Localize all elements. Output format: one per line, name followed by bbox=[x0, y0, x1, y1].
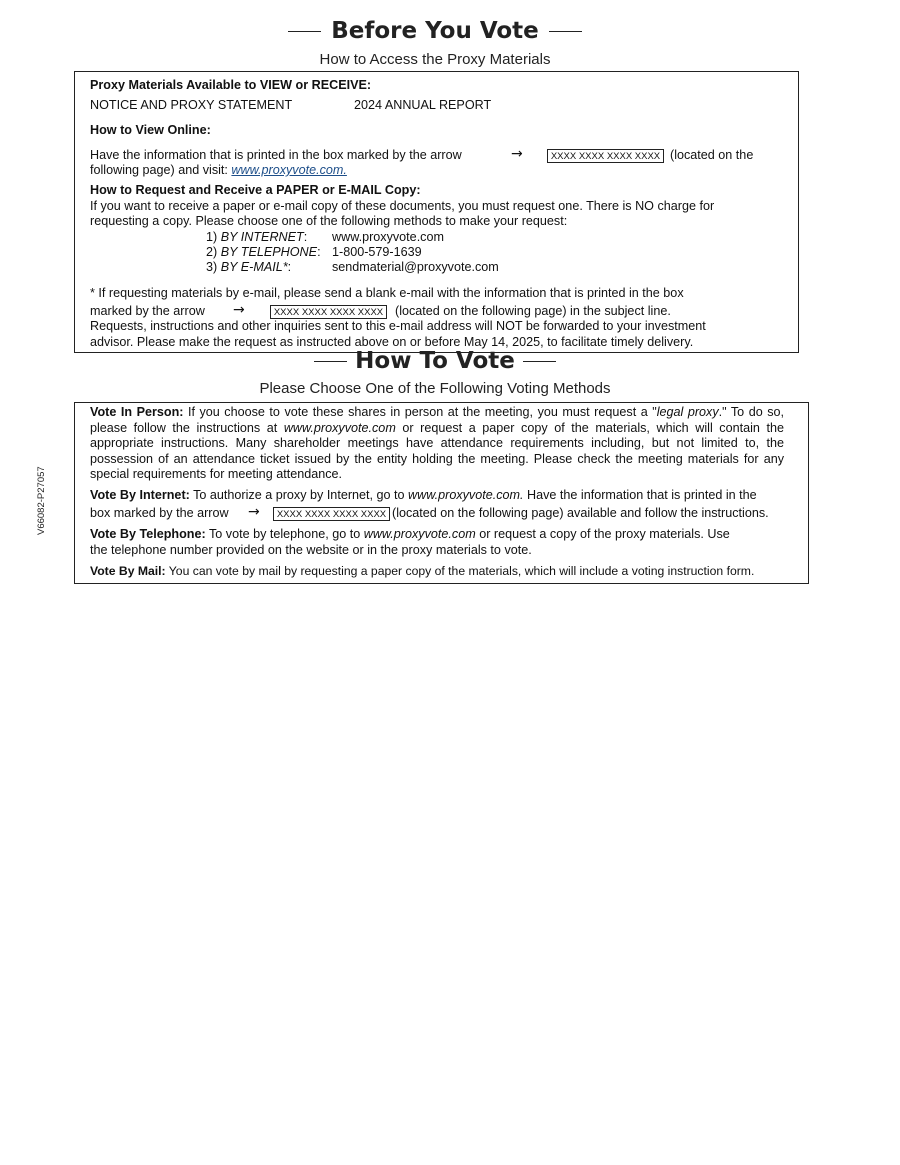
right-arrow-icon: → bbox=[511, 146, 523, 162]
right-arrow-icon: → bbox=[248, 504, 260, 520]
method-number: 2) bbox=[206, 245, 218, 259]
view-online-text-end: (located on the bbox=[670, 148, 754, 162]
before-subtitle: How to Access the Proxy Materials bbox=[319, 51, 551, 68]
vote-in-person-label: Vote In Person: bbox=[90, 405, 184, 419]
method-internet-value: www.proxyvote.com bbox=[332, 230, 444, 244]
right-arrow-icon: → bbox=[233, 302, 245, 318]
email-note-line2: marked by the arrow bbox=[90, 304, 205, 318]
email-note-line2-end: (located on the following page) in the subject line. bbox=[395, 304, 671, 318]
method-telephone bbox=[206, 245, 321, 260]
email-note-line3: Requests, instructions and other inquiries sent to this e-mail address will NOT be forwarded to your investment bbox=[90, 319, 706, 333]
method-colon: : bbox=[317, 245, 321, 259]
proxy-access-box bbox=[74, 71, 799, 353]
vote-by-internet-site: www.proxyvote.com. bbox=[408, 488, 524, 502]
vote-by-telephone-text-a: To vote by telephone, go to bbox=[208, 527, 361, 541]
vote-in-person bbox=[90, 405, 784, 483]
title-rule-left bbox=[314, 361, 347, 362]
vote-by-internet-text-a: To authorize a proxy by Internet, go to bbox=[193, 488, 405, 502]
vote-by-mail bbox=[90, 564, 754, 579]
before-you-vote-header bbox=[0, 18, 870, 44]
title-rule-right bbox=[523, 361, 556, 362]
document-annual-report: 2024 ANNUAL REPORT bbox=[354, 98, 492, 112]
method-label: BY INTERNET bbox=[220, 230, 304, 244]
method-colon: : bbox=[287, 260, 292, 274]
vote-by-mail-label: Vote By Mail: bbox=[90, 564, 166, 578]
available-heading: Proxy Materials Available to VIEW or RECEIVE: bbox=[90, 78, 372, 92]
method-telephone-value: 1-800-579-1639 bbox=[332, 245, 422, 259]
request-text-line2: requesting a copy. Please choose one of the following methods to make your request: bbox=[90, 214, 568, 228]
method-label: BY TELEPHONE bbox=[220, 245, 318, 259]
method-internet bbox=[206, 230, 307, 245]
request-text-line1: If you want to receive a paper or e-mail copy of these documents, you must request one. There is NO charge for bbox=[90, 199, 715, 213]
vote-by-internet-line1 bbox=[90, 488, 757, 503]
vote-by-telephone-text-c: the telephone number provided on the website or in the proxy materials to vote. bbox=[90, 543, 532, 557]
method-colon: : bbox=[303, 230, 308, 244]
vote-in-person-text-a: If you choose to vote these shares in person at the meeting, you must request a " bbox=[187, 405, 657, 419]
document-notice-proxy: NOTICE AND PROXY STATEMENT bbox=[90, 98, 293, 112]
page-title: Before You Vote bbox=[331, 18, 539, 44]
vote-in-person-site: www.proxyvote.com bbox=[283, 420, 396, 435]
control-number-box: XXXX XXXX XXXX XXXX bbox=[273, 507, 390, 521]
view-online-visit: following page) and visit: bbox=[90, 163, 228, 177]
vote-by-internet-label: Vote By Internet: bbox=[90, 488, 190, 502]
method-label: BY E-MAIL* bbox=[220, 260, 288, 274]
voting-methods-box bbox=[74, 402, 809, 584]
vote-by-telephone-text-b: or request a copy of the proxy materials. Use bbox=[479, 527, 730, 541]
request-copy-heading: How to Request and Receive a PAPER or E-MAIL Copy: bbox=[90, 183, 421, 197]
how-to-vote-subtitle: Please Choose One of the Following Voting Methods bbox=[259, 380, 611, 397]
proxyvote-link[interactable]: www.proxyvote.com. bbox=[231, 163, 347, 177]
vote-by-telephone-line1 bbox=[90, 527, 730, 542]
vote-by-internet-text-b: Have the information that is printed in the bbox=[527, 488, 757, 502]
vote-by-internet-text-c: box marked by the arrow bbox=[90, 506, 229, 520]
method-email-value: sendmaterial@proxyvote.com bbox=[332, 260, 499, 274]
view-online-line2 bbox=[90, 163, 347, 178]
legal-proxy-term: legal proxy bbox=[656, 405, 719, 419]
email-note-line4: advisor. Please make the request as instructed above on or before May 14, 2025, to facilitate timely delivery. bbox=[90, 335, 694, 349]
how-to-vote-header bbox=[0, 348, 870, 374]
document-id-code: V66082-P27057 bbox=[36, 466, 47, 535]
view-online-text: Have the information that is printed in the box marked by the arrow bbox=[90, 148, 462, 162]
method-number: 1) bbox=[206, 230, 218, 244]
control-number-box: XXXX XXXX XXXX XXXX bbox=[547, 149, 664, 163]
view-online-heading: How to View Online: bbox=[90, 123, 211, 137]
method-number: 3) bbox=[206, 260, 218, 274]
vote-by-internet-text-d: (located on the following page) available and follow the instructions. bbox=[392, 506, 769, 520]
email-note-line1: * If requesting materials by e-mail, please send a blank e-mail with the information that is printed in the box bbox=[90, 286, 684, 300]
control-number-box: XXXX XXXX XXXX XXXX bbox=[270, 305, 387, 319]
vote-by-telephone-site: www.proxyvote.com bbox=[363, 527, 476, 541]
method-email bbox=[206, 260, 291, 275]
vote-in-person-text-b: ." To do so, please follow the instructions at bbox=[90, 405, 785, 435]
vote-by-telephone-label: Vote By Telephone: bbox=[90, 527, 206, 541]
how-to-vote-title: How To Vote bbox=[355, 348, 515, 374]
title-rule-right bbox=[549, 31, 582, 32]
vote-in-person-text-c: or request a paper copy of the materials, which will contain the appropriate instructions. Many shareholder meetings have attendance requirements including, but not limited to, the possession of an attendance ticket issued by the entity holding the meeting. Please check the meeting materials for any special requirements for meeting attendance. bbox=[90, 420, 784, 481]
title-rule-left bbox=[288, 31, 321, 32]
vote-by-mail-text: You can vote by mail by requesting a paper copy of the materials, which will include a voting instruction form. bbox=[168, 564, 755, 578]
